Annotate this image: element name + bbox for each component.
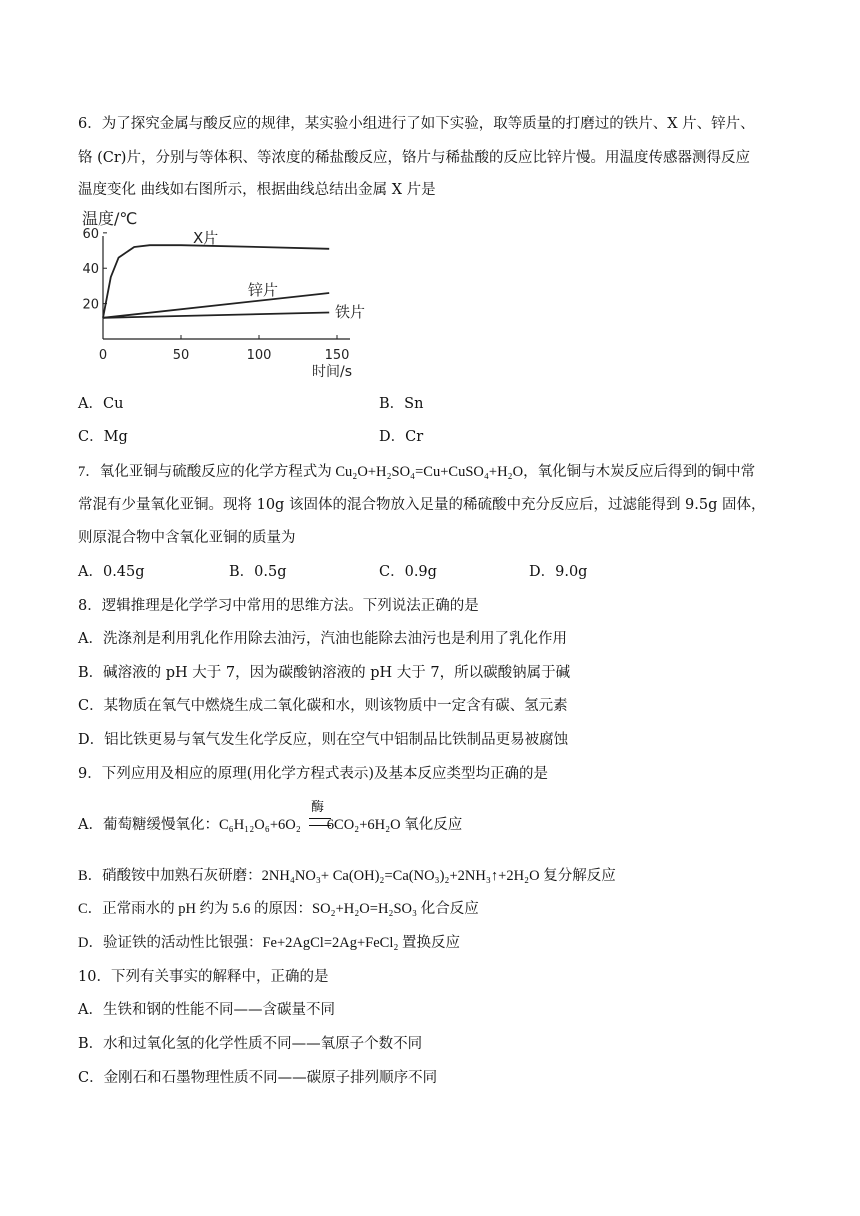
temperature-time-chart (78, 204, 378, 380)
q6-stem-line-2: 铬 (Cr)片，分别与等体积、等浓度的稀盐酸反应，铬片与稀盐酸的反应比锌片慢。用温度传感器测得反应 (78, 150, 750, 166)
series-label-2: 铁片 (335, 303, 366, 321)
q9-stem: 9．下列应用及相应的原理(用化学方程式表示)及基本反应类型均正确的是 (78, 766, 549, 782)
chart-y-axis-label: 温度/℃ (82, 209, 138, 228)
q10-option-b: B．水和过氧化氢的化学性质不同——氧原子个数不同 (78, 1036, 423, 1052)
x-tick-label: 0 (98, 348, 108, 363)
q9-a-equals-sign (309, 818, 331, 826)
q10-option-c: C．金刚石和石墨物理性质不同——碳原子排列顺序不同 (78, 1070, 438, 1086)
x-tick-label: 150 (324, 348, 350, 363)
q7-stem-line-3: 则原混合物中含氧化亚铜的质量为 (78, 530, 296, 546)
q6-stem-line-1: 6．为了探究金属与酸反应的规律，某实验小组进行了如下实验，取等质量的打磨过的铁片、X 片、锌片、 (78, 116, 755, 132)
q9-a-reactants: C₆H₁₂O₆+6O₂ (218, 817, 301, 833)
q9-a-prefix: A．葡萄糖缓慢氧化： (78, 817, 219, 833)
q8-option-b: B．碱溶液的 pH 大于 7，因为碳酸钠溶液的 pH 大于 7，所以碳酸钠属于碱 (78, 665, 571, 681)
q7-option-c: C．0.9g (379, 564, 437, 580)
q6-option-b: B．Sn (379, 396, 424, 412)
q6-stem-line-3: 温度变化 曲线如右图所示，根据曲线总结出金属 X 片是 (78, 182, 436, 198)
q9-option-b: B．硝酸铵中加熟石灰研磨：2NH₄NO₃+ Ca(OH)₂=Ca(NO₃)₂+2NH₃↑+2H₂O 复分解反应 (78, 868, 616, 884)
q7-stem-line-1: 7．氧化亚铜与硫酸反应的化学方程式为 Cu₂O+H₂SO₄=Cu+CuSO₄+H₂O，氧化铜与木炭反应后得到的铜中常 (78, 464, 756, 480)
y-tick-label: 40 (82, 262, 99, 278)
q8-option-a: A．洗涤剂是利用乳化作用除去油污，汽油也能除去油污也是利用了乳化作用 (78, 631, 567, 647)
y-tick-label: 60 (82, 226, 99, 242)
q7-stem-line-2: 常混有少量氧化亚铜。现将 10g 该固体的混合物放入足量的稀硫酸中充分反应后，过滤能得到 9.5g 固体， (78, 497, 766, 513)
q7-option-b: B．0.5g (229, 564, 287, 580)
q9-option-a (78, 815, 462, 835)
q8-option-d: D．铝比铁更易与氧气发生化学反应，则在空气中铝制品比铁制品更易被腐蚀 (78, 732, 569, 748)
q10-stem: 10．下列有关事实的解释中，正确的是 (78, 969, 329, 985)
q6-option-c: C．Mg (78, 429, 128, 445)
q7-option-a: A．0.45g (78, 564, 145, 580)
q8-stem: 8．逻辑推理是化学学习中常用的思维方法。下列说法正确的是 (78, 598, 479, 614)
q6-option-a: A．Cu (78, 396, 124, 412)
q7-option-d: D．9.0g (529, 564, 588, 580)
q10-option-a: A．生铁和钢的性能不同——含碳量不同 (78, 1002, 335, 1018)
series-label-1: 锌片 (248, 281, 279, 299)
series-label-0: X片 (193, 229, 219, 247)
x-tick-label: 50 (172, 348, 190, 363)
q6-option-d: D．Cr (379, 429, 424, 445)
q9-a-reaction-condition: 酶 (311, 800, 325, 815)
q9-option-d: D．验证铁的活动性比银强：Fe+2AgCl=2Ag+FeCl₂ 置换反应 (78, 935, 461, 951)
x-tick-label: 100 (246, 348, 272, 363)
q9-option-c: C．正常雨水的 pH 约为 5.6 的原因：SO₂+H₂O=H₂SO₃ 化合反应 (78, 901, 479, 917)
q9-a-products: 6CO₂+6H₂O 氧化反应 (326, 817, 463, 833)
q8-option-c: C．某物质在氧气中燃烧生成二氧化碳和水，则该物质中一定含有碳、氢元素 (78, 698, 568, 714)
y-tick-label: 20 (82, 297, 99, 313)
chart-x-axis-label: 时间/s (312, 364, 353, 380)
series-line-0 (103, 245, 329, 318)
